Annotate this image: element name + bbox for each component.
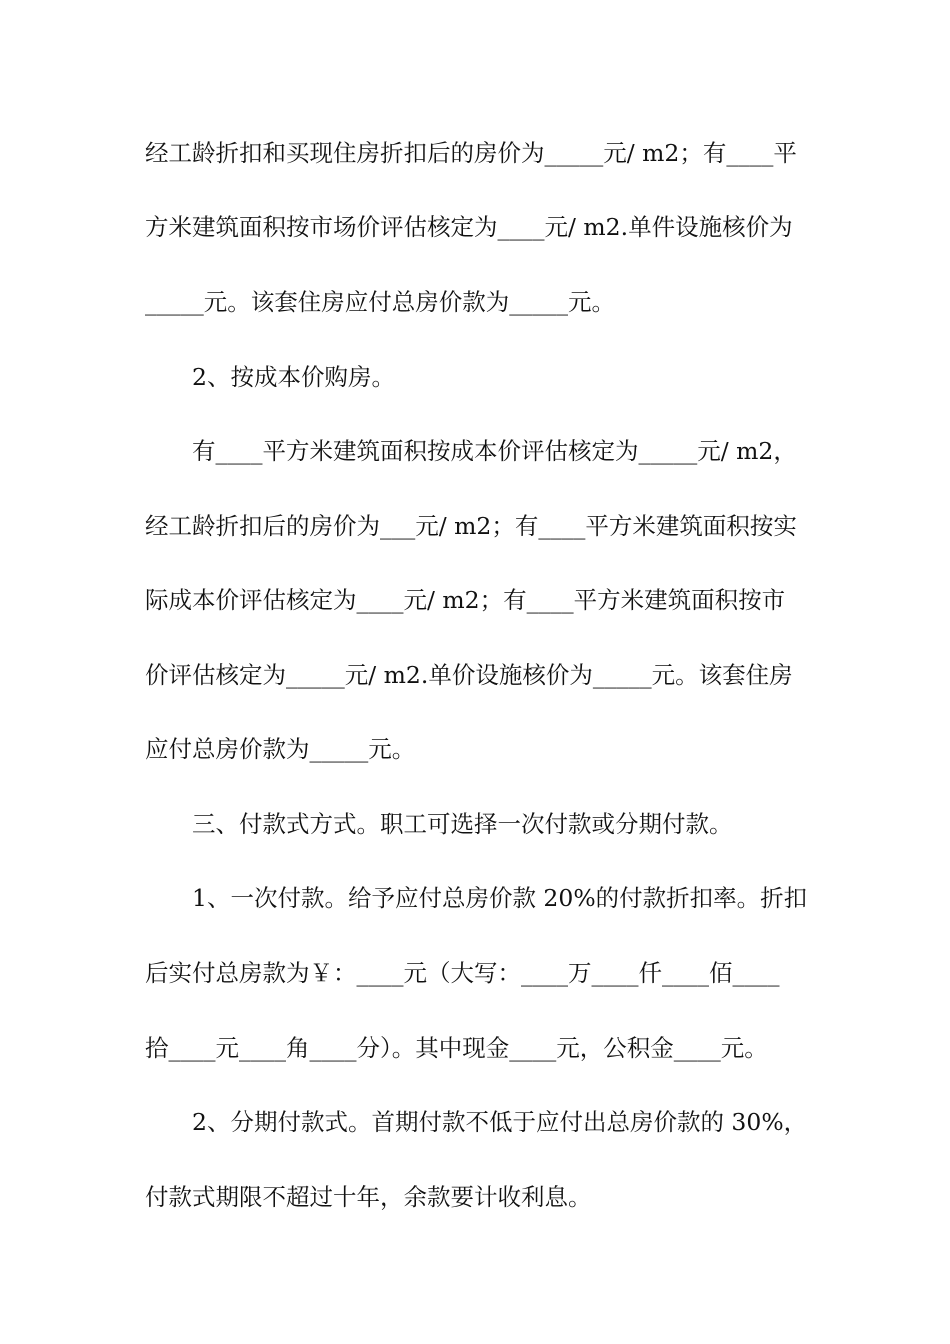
text-line: 方米建筑面积按市场价评估核定为____元/ m2.单件设施核价为	[145, 213, 793, 241]
text-line: 有____平方米建筑面积按成本价评估核定为_____元/ m2，	[192, 437, 797, 465]
text-line: _____元。该套住房应付总房价款为_____元。	[145, 288, 615, 316]
section-heading: 2、按成本价购房。	[192, 363, 395, 391]
text-line: 付款式期限不超过十年，余款要计收利息。	[145, 1183, 592, 1211]
text-line: 应付总房价款为_____元。	[145, 735, 416, 763]
text-line: 拾____元____角____分）。其中现金____元，公积金____元。	[145, 1034, 768, 1062]
text-line: 经工龄折扣和买现住房折扣后的房价为_____元/ m2；有____平	[145, 139, 797, 167]
text-line: 际成本价评估核定为____元/ m2；有____平方米建筑面积按市	[145, 586, 786, 614]
text-line: 2、分期付款式。首期付款不低于应付出总房价款的 30%，	[192, 1108, 808, 1136]
section-heading: 三、付款式方式。职工可选择一次付款或分期付款。	[192, 810, 733, 838]
text-line: 经工龄折扣后的房价为___元/ m2；有____平方米建筑面积按实	[145, 512, 797, 540]
text-line: 价评估核定为_____元/ m2.单价设施核价为_____元。该套住房	[145, 661, 793, 689]
text-line: 后实付总房款为￥：____元（大写：____万____仟____佰____	[145, 959, 780, 987]
text-line: 1、一次付款。给予应付总房价款 20%的付款折扣率。折扣	[192, 884, 808, 912]
